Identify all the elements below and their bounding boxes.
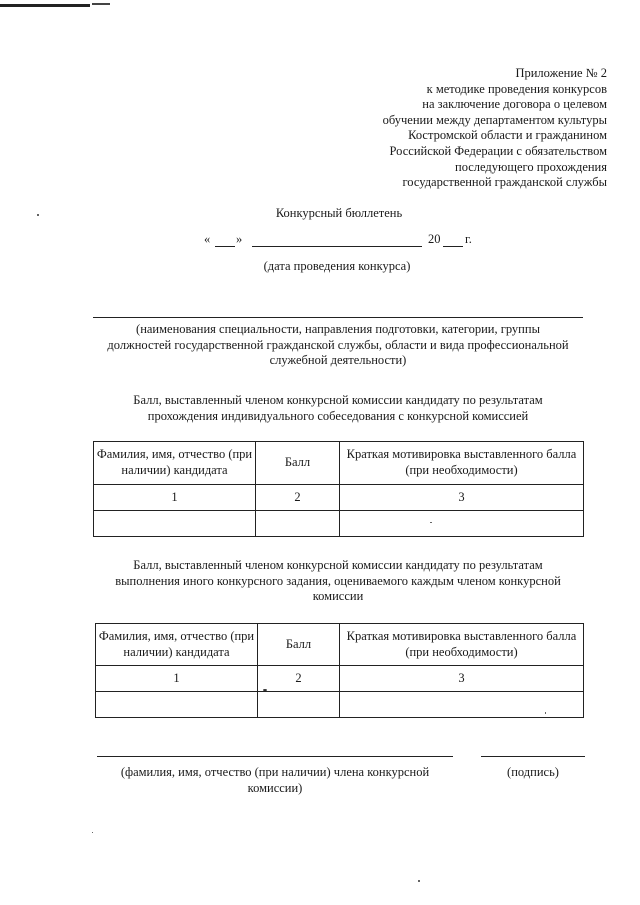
- column-number: 3: [340, 485, 584, 511]
- scan-speck: [545, 712, 546, 714]
- scan-speck: [430, 522, 432, 523]
- signature-caption: (подпись): [507, 765, 559, 779]
- table-header-row: [94, 442, 584, 485]
- date-caption: (дата проведения конкурса): [263, 259, 411, 273]
- appendix-line: Приложение № 2: [515, 66, 607, 80]
- appendix-line: к методике проведения конкурсов: [426, 81, 607, 96]
- header-score: Балл: [256, 442, 340, 485]
- appendix-header: [383, 66, 607, 191]
- caption-line: (наименования специальности, направления подготовки, категории, группы: [136, 322, 540, 336]
- header-score: Балл: [258, 624, 340, 666]
- signature-blank: [481, 756, 585, 757]
- table-empty-row: [96, 692, 584, 718]
- appendix-line: Костромской области и гражданином: [408, 128, 607, 143]
- score-cell[interactable]: [258, 692, 340, 718]
- header-motivation: Краткая мотивировка выставленного балла (при необходимости): [340, 442, 584, 485]
- column-number: 2: [258, 666, 340, 692]
- motivation-cell[interactable]: [340, 692, 584, 718]
- month-blank: [252, 246, 422, 247]
- table-number-row: [96, 666, 584, 692]
- quote-close: »: [236, 232, 243, 246]
- appendix-line: последующего прохождения: [455, 159, 607, 174]
- scan-artifact: [92, 3, 110, 5]
- year-prefix: 20: [428, 232, 441, 246]
- member-name-blank: [97, 756, 453, 757]
- column-number: 1: [94, 485, 256, 511]
- quote-open: «: [204, 232, 211, 246]
- appendix-line: обучении между департаментом культуры: [382, 112, 607, 127]
- heading-line: Балл, выставленный членом конкурсной комиссии кандидату по результатам: [133, 393, 543, 407]
- scan-artifact: [0, 4, 90, 7]
- day-blank: [215, 246, 235, 247]
- appendix-line: на заключение договора о целевом: [422, 97, 607, 112]
- candidate-cell[interactable]: [96, 692, 258, 718]
- table-empty-row: [94, 511, 584, 537]
- table-number-row: [94, 485, 584, 511]
- score-table-task: [95, 623, 584, 718]
- heading-line: Балл, выставленный членом конкурсной комиссии кандидату по результатам: [133, 558, 543, 572]
- section1-heading: [90, 393, 586, 424]
- bulletin-title: Конкурсный бюллетень: [275, 206, 403, 220]
- specialty-caption: [90, 322, 586, 369]
- score-table-interview: [93, 441, 584, 537]
- date-row: [0, 232, 640, 252]
- appendix-line: Российской Федерации с обязательством: [389, 143, 607, 158]
- year-blank: [443, 246, 463, 247]
- header-candidate: Фамилия, имя, отчество (при наличии) кандидата: [94, 442, 256, 485]
- column-number: 2: [256, 485, 340, 511]
- candidate-cell[interactable]: [94, 511, 256, 537]
- header-candidate: Фамилия, имя, отчество (при наличии) кандидата: [96, 624, 258, 666]
- scan-speck: [418, 880, 420, 882]
- heading-line: прохождения индивидуального собеседования с конкурсной комиссией: [147, 408, 529, 423]
- table-header-row: [96, 624, 584, 666]
- scan-speck: [92, 832, 93, 833]
- member-name-caption: [97, 765, 453, 796]
- heading-line: выполнения иного конкурсного задания, оцениваемого каждым членом конкурсной: [115, 573, 561, 588]
- caption-line: служебной деятельности): [269, 353, 407, 368]
- section2-heading: [90, 558, 586, 605]
- specialty-blank: [93, 317, 583, 318]
- caption-line: должностей государственной гражданской службы, области и вида профессиональной: [107, 337, 569, 352]
- motivation-cell[interactable]: [340, 511, 584, 537]
- caption-line: (фамилия, имя, отчество (при наличии) члена конкурсной: [120, 765, 430, 779]
- appendix-line: государственной гражданской службы: [402, 175, 607, 190]
- header-motivation: Краткая мотивировка выставленного балла (при необходимости): [340, 624, 584, 666]
- column-number: 3: [340, 666, 584, 692]
- score-cell[interactable]: [256, 511, 340, 537]
- column-number: 1: [96, 666, 258, 692]
- scan-speck: [37, 214, 39, 216]
- scan-speck: [263, 689, 267, 691]
- year-suffix: г.: [465, 232, 472, 246]
- caption-line: комиссии): [247, 780, 303, 795]
- heading-line: комиссии: [312, 589, 364, 604]
